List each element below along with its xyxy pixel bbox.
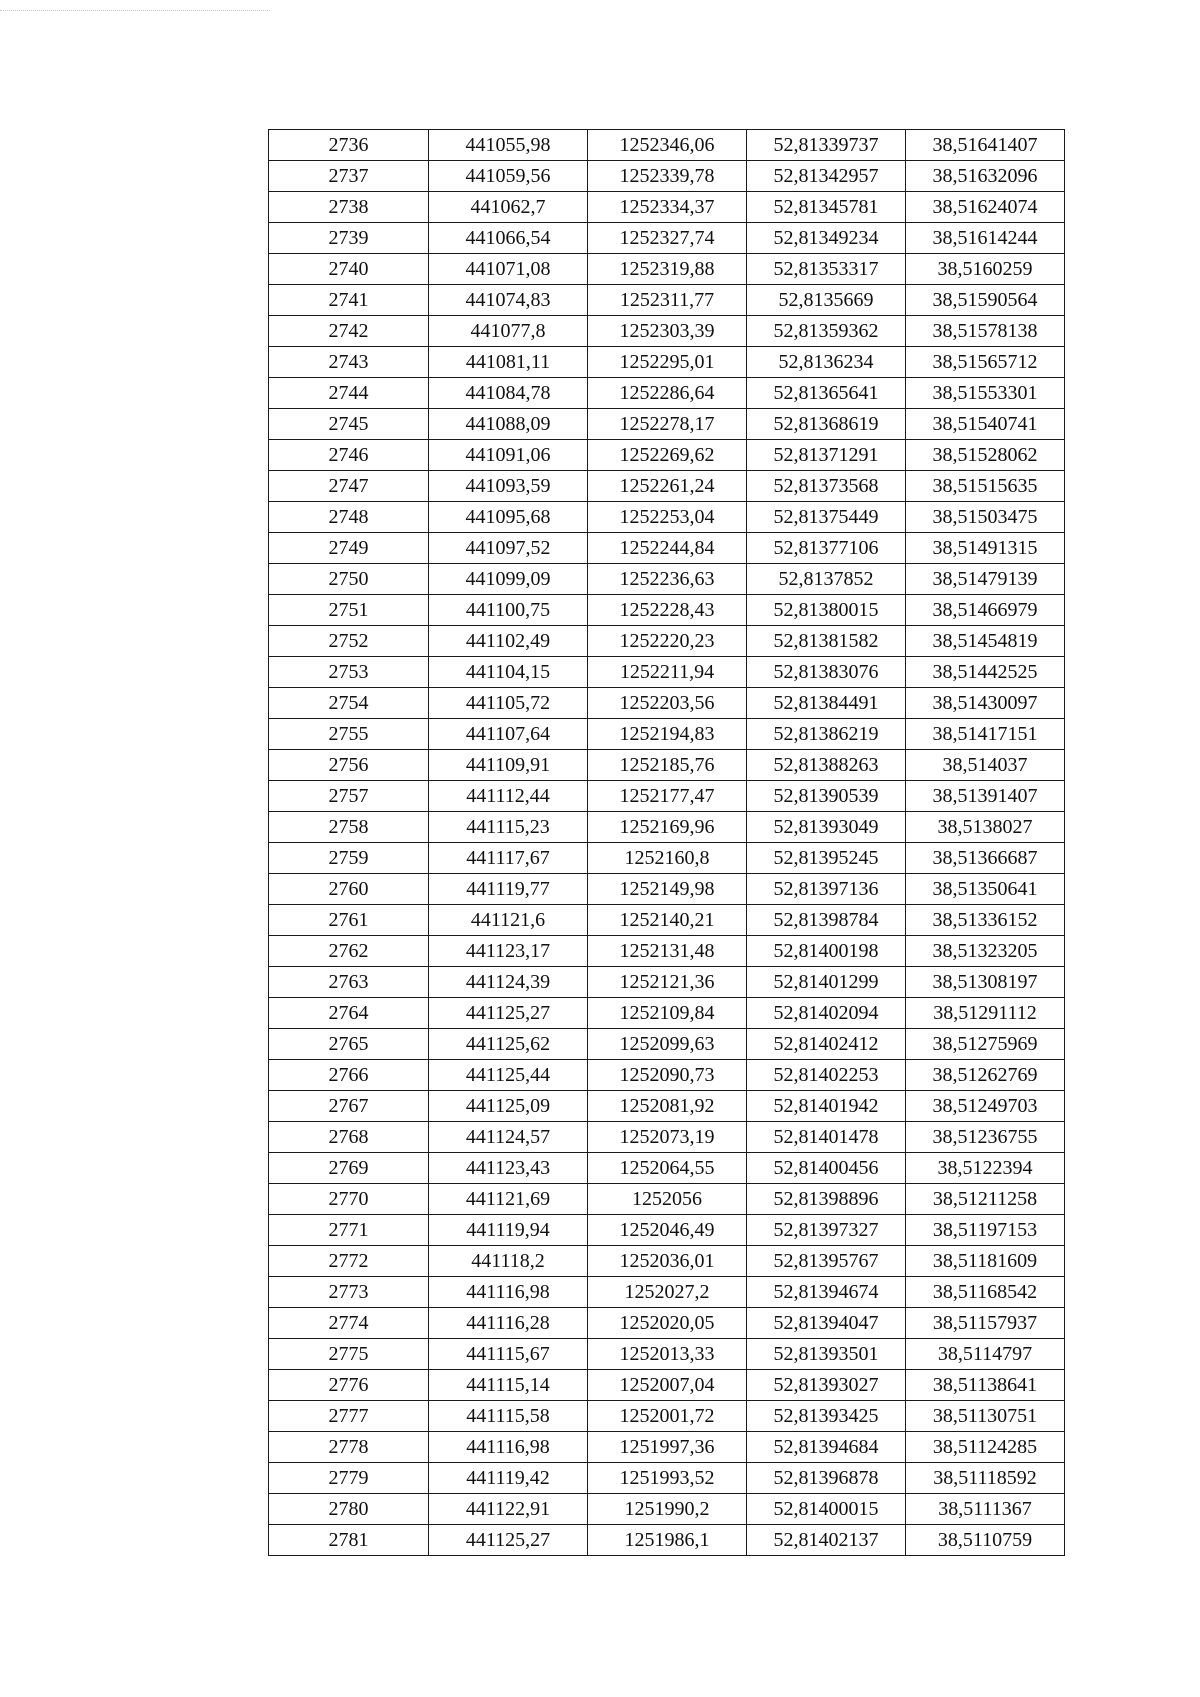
x-coordinate-cell: 441119,94 — [429, 1215, 588, 1246]
latitude-cell: 52,81384491 — [747, 688, 906, 719]
x-coordinate-cell: 441122,91 — [429, 1494, 588, 1525]
y-coordinate-cell: 1252228,43 — [588, 595, 747, 626]
y-coordinate-cell: 1252334,37 — [588, 192, 747, 223]
point-number-cell: 2763 — [269, 967, 429, 998]
table-row — [269, 1122, 1065, 1153]
coordinates-table — [268, 129, 1065, 1556]
y-coordinate-cell: 1252295,01 — [588, 347, 747, 378]
y-coordinate-cell: 1252303,39 — [588, 316, 747, 347]
longitude-cell: 38,5114797 — [906, 1339, 1065, 1370]
x-coordinate-cell: 441059,56 — [429, 161, 588, 192]
table-row — [269, 285, 1065, 316]
y-coordinate-cell: 1252149,98 — [588, 874, 747, 905]
longitude-cell: 38,51614244 — [906, 223, 1065, 254]
x-coordinate-cell: 441081,11 — [429, 347, 588, 378]
point-number-cell: 2749 — [269, 533, 429, 564]
point-number-cell: 2758 — [269, 812, 429, 843]
latitude-cell: 52,81342957 — [747, 161, 906, 192]
table-row — [269, 161, 1065, 192]
table-row — [269, 657, 1065, 688]
point-number-cell: 2755 — [269, 719, 429, 750]
point-number-cell: 2752 — [269, 626, 429, 657]
longitude-cell: 38,51336152 — [906, 905, 1065, 936]
point-number-cell: 2748 — [269, 502, 429, 533]
point-number-cell: 2775 — [269, 1339, 429, 1370]
table-row — [269, 347, 1065, 378]
x-coordinate-cell: 441088,09 — [429, 409, 588, 440]
point-number-cell: 2751 — [269, 595, 429, 626]
table-row — [269, 967, 1065, 998]
point-number-cell: 2753 — [269, 657, 429, 688]
latitude-cell: 52,81395767 — [747, 1246, 906, 1277]
x-coordinate-cell: 441124,39 — [429, 967, 588, 998]
longitude-cell: 38,51262769 — [906, 1060, 1065, 1091]
point-number-cell: 2741 — [269, 285, 429, 316]
y-coordinate-cell: 1252131,48 — [588, 936, 747, 967]
table-row — [269, 1308, 1065, 1339]
x-coordinate-cell: 441104,15 — [429, 657, 588, 688]
latitude-cell: 52,81365641 — [747, 378, 906, 409]
table-row — [269, 502, 1065, 533]
point-number-cell: 2740 — [269, 254, 429, 285]
point-number-cell: 2761 — [269, 905, 429, 936]
point-number-cell: 2743 — [269, 347, 429, 378]
point-number-cell: 2771 — [269, 1215, 429, 1246]
y-coordinate-cell: 1252099,63 — [588, 1029, 747, 1060]
x-coordinate-cell: 441117,67 — [429, 843, 588, 874]
table-row — [269, 409, 1065, 440]
x-coordinate-cell: 441116,28 — [429, 1308, 588, 1339]
x-coordinate-cell: 441125,62 — [429, 1029, 588, 1060]
latitude-cell: 52,81381582 — [747, 626, 906, 657]
y-coordinate-cell: 1252121,36 — [588, 967, 747, 998]
y-coordinate-cell: 1252036,01 — [588, 1246, 747, 1277]
y-coordinate-cell: 1252339,78 — [588, 161, 747, 192]
point-number-cell: 2769 — [269, 1153, 429, 1184]
latitude-cell: 52,8137852 — [747, 564, 906, 595]
y-coordinate-cell: 1252007,04 — [588, 1370, 747, 1401]
table-row — [269, 1432, 1065, 1463]
x-coordinate-cell: 441116,98 — [429, 1432, 588, 1463]
latitude-cell: 52,81353317 — [747, 254, 906, 285]
point-number-cell: 2742 — [269, 316, 429, 347]
table-row — [269, 564, 1065, 595]
latitude-cell: 52,81393501 — [747, 1339, 906, 1370]
longitude-cell: 38,5122394 — [906, 1153, 1065, 1184]
y-coordinate-cell: 1252169,96 — [588, 812, 747, 843]
longitude-cell: 38,51590564 — [906, 285, 1065, 316]
table-row — [269, 781, 1065, 812]
longitude-cell: 38,51503475 — [906, 502, 1065, 533]
y-coordinate-cell: 1252046,49 — [588, 1215, 747, 1246]
point-number-cell: 2737 — [269, 161, 429, 192]
x-coordinate-cell: 441107,64 — [429, 719, 588, 750]
longitude-cell: 38,51632096 — [906, 161, 1065, 192]
latitude-cell: 52,81377106 — [747, 533, 906, 564]
y-coordinate-cell: 1252001,72 — [588, 1401, 747, 1432]
latitude-cell: 52,81394674 — [747, 1277, 906, 1308]
y-coordinate-cell: 1252286,64 — [588, 378, 747, 409]
y-coordinate-cell: 1251990,2 — [588, 1494, 747, 1525]
x-coordinate-cell: 441125,27 — [429, 998, 588, 1029]
longitude-cell: 38,51366687 — [906, 843, 1065, 874]
point-number-cell: 2745 — [269, 409, 429, 440]
longitude-cell: 38,51308197 — [906, 967, 1065, 998]
latitude-cell: 52,81402094 — [747, 998, 906, 1029]
latitude-cell: 52,81388263 — [747, 750, 906, 781]
latitude-cell: 52,81394047 — [747, 1308, 906, 1339]
y-coordinate-cell: 1252269,62 — [588, 440, 747, 471]
x-coordinate-cell: 441115,14 — [429, 1370, 588, 1401]
point-number-cell: 2773 — [269, 1277, 429, 1308]
point-number-cell: 2766 — [269, 1060, 429, 1091]
x-coordinate-cell: 441125,44 — [429, 1060, 588, 1091]
x-coordinate-cell: 441112,44 — [429, 781, 588, 812]
point-number-cell: 2754 — [269, 688, 429, 719]
y-coordinate-cell: 1252236,63 — [588, 564, 747, 595]
y-coordinate-cell: 1252160,8 — [588, 843, 747, 874]
latitude-cell: 52,81396878 — [747, 1463, 906, 1494]
point-number-cell: 2776 — [269, 1370, 429, 1401]
latitude-cell: 52,81383076 — [747, 657, 906, 688]
latitude-cell: 52,81400198 — [747, 936, 906, 967]
table-row — [269, 378, 1065, 409]
longitude-cell: 38,5160259 — [906, 254, 1065, 285]
x-coordinate-cell: 441077,8 — [429, 316, 588, 347]
x-coordinate-cell: 441105,72 — [429, 688, 588, 719]
x-coordinate-cell: 441093,59 — [429, 471, 588, 502]
longitude-cell: 38,5138027 — [906, 812, 1065, 843]
y-coordinate-cell: 1252278,17 — [588, 409, 747, 440]
y-coordinate-cell: 1251997,36 — [588, 1432, 747, 1463]
longitude-cell: 38,51430097 — [906, 688, 1065, 719]
x-coordinate-cell: 441118,2 — [429, 1246, 588, 1277]
point-number-cell: 2767 — [269, 1091, 429, 1122]
y-coordinate-cell: 1252140,21 — [588, 905, 747, 936]
x-coordinate-cell: 441100,75 — [429, 595, 588, 626]
latitude-cell: 52,81394684 — [747, 1432, 906, 1463]
longitude-cell: 38,5110759 — [906, 1525, 1065, 1556]
longitude-cell: 38,51624074 — [906, 192, 1065, 223]
longitude-cell: 38,51491315 — [906, 533, 1065, 564]
point-number-cell: 2736 — [269, 130, 429, 161]
longitude-cell: 38,51130751 — [906, 1401, 1065, 1432]
y-coordinate-cell: 1252185,76 — [588, 750, 747, 781]
latitude-cell: 52,81402137 — [747, 1525, 906, 1556]
y-coordinate-cell: 1252081,92 — [588, 1091, 747, 1122]
table-row — [269, 533, 1065, 564]
table-row — [269, 1029, 1065, 1060]
latitude-cell: 52,81393027 — [747, 1370, 906, 1401]
x-coordinate-cell: 441102,49 — [429, 626, 588, 657]
table-row — [269, 1277, 1065, 1308]
latitude-cell: 52,81368619 — [747, 409, 906, 440]
scan-artifact-dotted-line — [0, 10, 270, 11]
latitude-cell: 52,81398896 — [747, 1184, 906, 1215]
longitude-cell: 38,51565712 — [906, 347, 1065, 378]
table-row — [269, 471, 1065, 502]
table-row — [269, 130, 1065, 161]
longitude-cell: 38,51466979 — [906, 595, 1065, 626]
y-coordinate-cell: 1252203,56 — [588, 688, 747, 719]
longitude-cell: 38,51181609 — [906, 1246, 1065, 1277]
longitude-cell: 38,51528062 — [906, 440, 1065, 471]
y-coordinate-cell: 1252211,94 — [588, 657, 747, 688]
x-coordinate-cell: 441125,09 — [429, 1091, 588, 1122]
table-row — [269, 1525, 1065, 1556]
point-number-cell: 2760 — [269, 874, 429, 905]
table-row — [269, 626, 1065, 657]
x-coordinate-cell: 441074,83 — [429, 285, 588, 316]
point-number-cell: 2772 — [269, 1246, 429, 1277]
table-row — [269, 1215, 1065, 1246]
point-number-cell: 2744 — [269, 378, 429, 409]
table-row — [269, 874, 1065, 905]
x-coordinate-cell: 441095,68 — [429, 502, 588, 533]
x-coordinate-cell: 441071,08 — [429, 254, 588, 285]
y-coordinate-cell: 1252056 — [588, 1184, 747, 1215]
table-row — [269, 1184, 1065, 1215]
table-row — [269, 905, 1065, 936]
x-coordinate-cell: 441062,7 — [429, 192, 588, 223]
y-coordinate-cell: 1251986,1 — [588, 1525, 747, 1556]
y-coordinate-cell: 1252177,47 — [588, 781, 747, 812]
y-coordinate-cell: 1252013,33 — [588, 1339, 747, 1370]
point-number-cell: 2780 — [269, 1494, 429, 1525]
table-row — [269, 192, 1065, 223]
table-row — [269, 936, 1065, 967]
longitude-cell: 38,51157937 — [906, 1308, 1065, 1339]
longitude-cell: 38,51197153 — [906, 1215, 1065, 1246]
longitude-cell: 38,51236755 — [906, 1122, 1065, 1153]
table-row — [269, 843, 1065, 874]
point-number-cell: 2750 — [269, 564, 429, 595]
point-number-cell: 2774 — [269, 1308, 429, 1339]
latitude-cell: 52,81371291 — [747, 440, 906, 471]
table-row — [269, 1370, 1065, 1401]
y-coordinate-cell: 1252244,84 — [588, 533, 747, 564]
y-coordinate-cell: 1252220,23 — [588, 626, 747, 657]
table-row — [269, 1091, 1065, 1122]
point-number-cell: 2779 — [269, 1463, 429, 1494]
table-row — [269, 1060, 1065, 1091]
longitude-cell: 38,51249703 — [906, 1091, 1065, 1122]
x-coordinate-cell: 441119,77 — [429, 874, 588, 905]
latitude-cell: 52,81401942 — [747, 1091, 906, 1122]
longitude-cell: 38,51641407 — [906, 130, 1065, 161]
table-row — [269, 688, 1065, 719]
x-coordinate-cell: 441115,67 — [429, 1339, 588, 1370]
x-coordinate-cell: 441115,58 — [429, 1401, 588, 1432]
table-row — [269, 1339, 1065, 1370]
y-coordinate-cell: 1252027,2 — [588, 1277, 747, 1308]
longitude-cell: 38,51417151 — [906, 719, 1065, 750]
table-row — [269, 440, 1065, 471]
latitude-cell: 52,81401478 — [747, 1122, 906, 1153]
table-row — [269, 1463, 1065, 1494]
point-number-cell: 2777 — [269, 1401, 429, 1432]
longitude-cell: 38,51138641 — [906, 1370, 1065, 1401]
latitude-cell: 52,81400015 — [747, 1494, 906, 1525]
x-coordinate-cell: 441084,78 — [429, 378, 588, 409]
y-coordinate-cell: 1252109,84 — [588, 998, 747, 1029]
longitude-cell: 38,51168542 — [906, 1277, 1065, 1308]
x-coordinate-cell: 441109,91 — [429, 750, 588, 781]
table-row — [269, 812, 1065, 843]
point-number-cell: 2770 — [269, 1184, 429, 1215]
latitude-cell: 52,81393425 — [747, 1401, 906, 1432]
latitude-cell: 52,8135669 — [747, 285, 906, 316]
x-coordinate-cell: 441121,6 — [429, 905, 588, 936]
point-number-cell: 2756 — [269, 750, 429, 781]
x-coordinate-cell: 441116,98 — [429, 1277, 588, 1308]
latitude-cell: 52,81359362 — [747, 316, 906, 347]
y-coordinate-cell: 1252064,55 — [588, 1153, 747, 1184]
point-number-cell: 2738 — [269, 192, 429, 223]
longitude-cell: 38,51350641 — [906, 874, 1065, 905]
latitude-cell: 52,81401299 — [747, 967, 906, 998]
y-coordinate-cell: 1252090,73 — [588, 1060, 747, 1091]
latitude-cell: 52,81345781 — [747, 192, 906, 223]
longitude-cell: 38,51275969 — [906, 1029, 1065, 1060]
point-number-cell: 2765 — [269, 1029, 429, 1060]
latitude-cell: 52,81400456 — [747, 1153, 906, 1184]
longitude-cell: 38,51118592 — [906, 1463, 1065, 1494]
latitude-cell: 52,81402253 — [747, 1060, 906, 1091]
x-coordinate-cell: 441123,17 — [429, 936, 588, 967]
table-row — [269, 1494, 1065, 1525]
latitude-cell: 52,81339737 — [747, 130, 906, 161]
longitude-cell: 38,51323205 — [906, 936, 1065, 967]
table-row — [269, 254, 1065, 285]
table-row — [269, 1246, 1065, 1277]
point-number-cell: 2747 — [269, 471, 429, 502]
x-coordinate-cell: 441115,23 — [429, 812, 588, 843]
x-coordinate-cell: 441097,52 — [429, 533, 588, 564]
latitude-cell: 52,81373568 — [747, 471, 906, 502]
x-coordinate-cell: 441055,98 — [429, 130, 588, 161]
longitude-cell: 38,51540741 — [906, 409, 1065, 440]
latitude-cell: 52,81349234 — [747, 223, 906, 254]
longitude-cell: 38,51124285 — [906, 1432, 1065, 1463]
point-number-cell: 2768 — [269, 1122, 429, 1153]
latitude-cell: 52,81386219 — [747, 719, 906, 750]
x-coordinate-cell: 441066,54 — [429, 223, 588, 254]
longitude-cell: 38,51291112 — [906, 998, 1065, 1029]
x-coordinate-cell: 441119,42 — [429, 1463, 588, 1494]
y-coordinate-cell: 1252346,06 — [588, 130, 747, 161]
point-number-cell: 2762 — [269, 936, 429, 967]
point-number-cell: 2759 — [269, 843, 429, 874]
point-number-cell: 2739 — [269, 223, 429, 254]
table-row — [269, 223, 1065, 254]
y-coordinate-cell: 1252261,24 — [588, 471, 747, 502]
latitude-cell: 52,81402412 — [747, 1029, 906, 1060]
y-coordinate-cell: 1252194,83 — [588, 719, 747, 750]
point-number-cell: 2746 — [269, 440, 429, 471]
x-coordinate-cell: 441124,57 — [429, 1122, 588, 1153]
point-number-cell: 2781 — [269, 1525, 429, 1556]
latitude-cell: 52,81390539 — [747, 781, 906, 812]
latitude-cell: 52,8136234 — [747, 347, 906, 378]
latitude-cell: 52,81395245 — [747, 843, 906, 874]
longitude-cell: 38,51578138 — [906, 316, 1065, 347]
longitude-cell: 38,514037 — [906, 750, 1065, 781]
coordinates-table-body — [269, 130, 1065, 1556]
y-coordinate-cell: 1251993,52 — [588, 1463, 747, 1494]
point-number-cell: 2778 — [269, 1432, 429, 1463]
longitude-cell: 38,51553301 — [906, 378, 1065, 409]
y-coordinate-cell: 1252319,88 — [588, 254, 747, 285]
table-row — [269, 750, 1065, 781]
x-coordinate-cell: 441099,09 — [429, 564, 588, 595]
x-coordinate-cell: 441091,06 — [429, 440, 588, 471]
longitude-cell: 38,51211258 — [906, 1184, 1065, 1215]
latitude-cell: 52,81380015 — [747, 595, 906, 626]
table-row — [269, 1401, 1065, 1432]
table-row — [269, 719, 1065, 750]
longitude-cell: 38,5111367 — [906, 1494, 1065, 1525]
y-coordinate-cell: 1252327,74 — [588, 223, 747, 254]
longitude-cell: 38,51442525 — [906, 657, 1065, 688]
x-coordinate-cell: 441121,69 — [429, 1184, 588, 1215]
point-number-cell: 2764 — [269, 998, 429, 1029]
table-row — [269, 316, 1065, 347]
x-coordinate-cell: 441125,27 — [429, 1525, 588, 1556]
latitude-cell: 52,81397136 — [747, 874, 906, 905]
longitude-cell: 38,51391407 — [906, 781, 1065, 812]
longitude-cell: 38,51454819 — [906, 626, 1065, 657]
latitude-cell: 52,81398784 — [747, 905, 906, 936]
table-row — [269, 595, 1065, 626]
y-coordinate-cell: 1252311,77 — [588, 285, 747, 316]
table-row — [269, 998, 1065, 1029]
longitude-cell: 38,51479139 — [906, 564, 1065, 595]
latitude-cell: 52,81393049 — [747, 812, 906, 843]
table-row — [269, 1153, 1065, 1184]
y-coordinate-cell: 1252253,04 — [588, 502, 747, 533]
latitude-cell: 52,81375449 — [747, 502, 906, 533]
longitude-cell: 38,51515635 — [906, 471, 1065, 502]
y-coordinate-cell: 1252020,05 — [588, 1308, 747, 1339]
latitude-cell: 52,81397327 — [747, 1215, 906, 1246]
y-coordinate-cell: 1252073,19 — [588, 1122, 747, 1153]
point-number-cell: 2757 — [269, 781, 429, 812]
x-coordinate-cell: 441123,43 — [429, 1153, 588, 1184]
